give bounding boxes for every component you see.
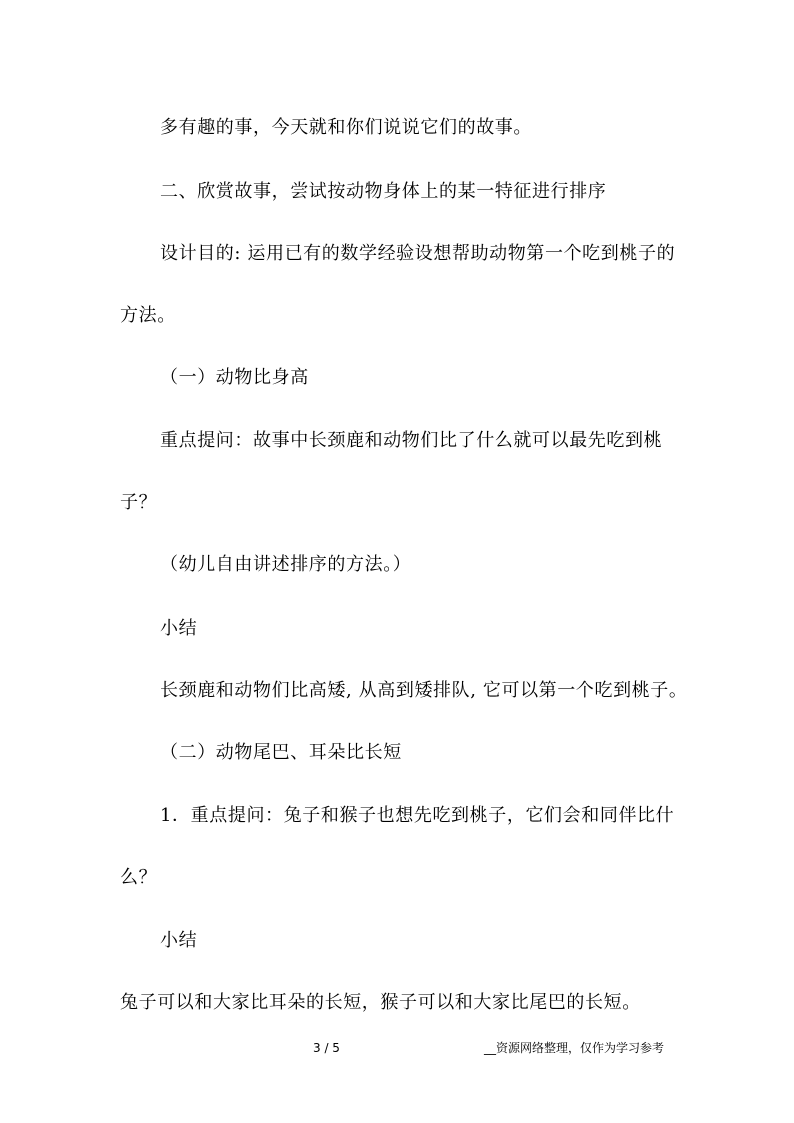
subheading-tail-ears: （二）动物尾巴、耳朵比长短 — [160, 742, 402, 763]
key-question-1-line-1: 重点提问：故事中长颈鹿和动物们比了什么就可以最先吃到桃 — [160, 430, 663, 451]
summary-text-2: 兔子可以和大家比耳朵的长短，猴子可以和大家比尾巴的长短。 — [120, 992, 641, 1013]
page-number: 3 / 5 — [313, 1041, 340, 1055]
key-question-2-line-2: 么？ — [120, 867, 158, 888]
section-heading-2: 二、欣赏故事，尝试按动物身体上的某一特征进行排序 — [160, 181, 607, 202]
subheading-height: （一）动物比身高 — [160, 367, 309, 388]
design-purpose-line-1: 设计目的: 运用已有的数学经验设想帮助动物第一个吃到桃子的 — [160, 243, 676, 264]
key-question-2-line-1: 1．重点提问：兔子和猴子也想先吃到桃子，它们会和同伴比什 — [160, 805, 675, 826]
design-purpose-line-2: 方法。 — [120, 305, 176, 326]
children-narrate-note: （幼儿自由讲述排序的方法。） — [160, 554, 412, 575]
footer-note: __资源网络整理，仅作为学习参考 — [484, 1041, 665, 1055]
summary-label-2: 小结 — [160, 930, 198, 951]
key-question-1-line-2: 子？ — [120, 492, 158, 513]
summary-text-1: 长颈鹿和动物们比高矮, 从高到矮排队, 它可以第一个吃到桃子。 — [160, 680, 688, 701]
summary-label-1: 小结 — [160, 618, 198, 639]
paragraph-intro-end: 多有趣的事，今天就和你们说说它们的故事。 — [160, 117, 532, 138]
